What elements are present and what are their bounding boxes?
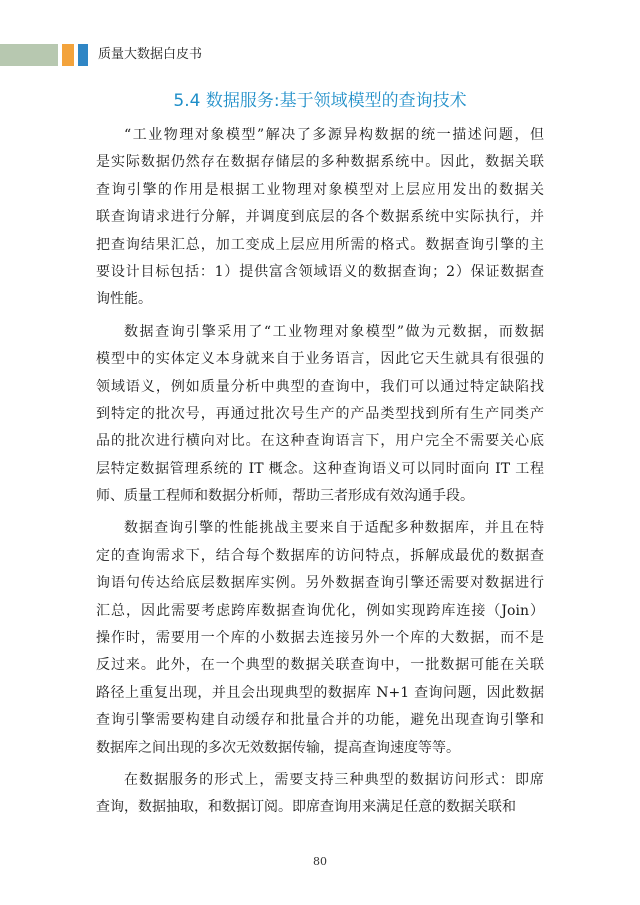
header-green-block [0, 44, 58, 66]
text-line: 品的批次进行横向对比。在这种查询语言下，用户完全不需要关心底 [96, 433, 544, 450]
text-line: 查询引擎需要构建自动缓存和批量合并的功能，避免出现查询引擎和 [96, 712, 544, 729]
text-line: 反过来。此外，在一个典型的数据关联查询中，一批数据可能在关联 [96, 657, 544, 674]
text-line: 询性能。 [96, 291, 152, 308]
page-number: 80 [313, 855, 327, 868]
text-line: 定的查询需求下，结合每个数据库的访问特点，拆解成最优的数据查 [96, 547, 544, 564]
text-line: 领域语义，例如质量分析中典型的查询中，我们可以通过特定缺陷找 [96, 378, 544, 395]
section-title: 5.4 数据服务:基于领域模型的查询技术 [173, 91, 467, 111]
paragraph [96, 122, 544, 314]
text-line: 路径上重复出现，并且会出现典型的数据库 N+1 查询问题，因此数据 [96, 684, 544, 701]
text-line: 到特定的批次号，再通过批次号生产的产品类型找到所有生产同类产 [96, 405, 544, 422]
text-line: 数据库之间出现的多次无效数据传输，提高查询速度等等。 [96, 739, 460, 756]
text-line: 师、质量工程师和数据分析师，帮助三者形成有效沟通手段。 [96, 488, 474, 505]
text-line: 是实际数据仍然存在数据存储层的多种数据系统中。因此，数据关联 [96, 154, 544, 171]
text-line: 模型中的实体定义本身就来自于业务语言，因此它天生就具有很强的 [96, 351, 544, 368]
text-line: 联查询请求进行分解，并调度到底层的各个数据系统中实际执行，并 [96, 209, 544, 226]
text-line: 操作时，需要用一个库的小数据去连接另外一个库的大数据，而不是 [96, 630, 544, 647]
text-line: 要设计目标包括：1）提供富含领域语义的数据查询；2）保证数据查 [96, 263, 544, 280]
text-line: “工业物理对象模型”解决了多源异构数据的统一描述问题，但 [124, 127, 544, 143]
text-line: 汇总，因此需要考虑跨库数据查询优化，例如实现跨库连接（Join） [96, 602, 544, 619]
paragraph [96, 515, 544, 762]
header-blue-block [78, 44, 88, 66]
text-line: 查询，数据抽取，和数据订阅。即席查询用来满足任意的数据关联和 [96, 799, 516, 816]
body-text [96, 122, 544, 822]
text-line: 询语句传达给底层数据库实例。另外数据查询引擎还需要对数据进行 [96, 575, 544, 592]
text-line: 层特定数据管理系统的 IT 概念。这种查询语义可以同时面向 IT 工程 [96, 460, 544, 477]
header-title: 质量大数据白皮书 [98, 47, 203, 62]
paragraph [96, 767, 544, 822]
text-line: 查询引擎的作用是根据工业物理对象模型对上层应用发出的数据关 [96, 181, 544, 198]
page-header [0, 44, 640, 66]
header-orange-block [62, 44, 74, 66]
text-line: 在数据服务的形式上，需要支持三种典型的数据访问形式：即席 [124, 771, 544, 788]
text-line: 把查询结果汇总，加工变成上层应用所需的格式。数据查询引擎的主 [96, 236, 544, 253]
paragraph [96, 319, 544, 511]
text-line: 数据查询引擎的性能挑战主要来自于适配多种数据库，并且在特 [124, 520, 544, 537]
text-line: 数据查询引擎采用了“工业物理对象模型”做为元数据，而数据 [124, 323, 544, 340]
